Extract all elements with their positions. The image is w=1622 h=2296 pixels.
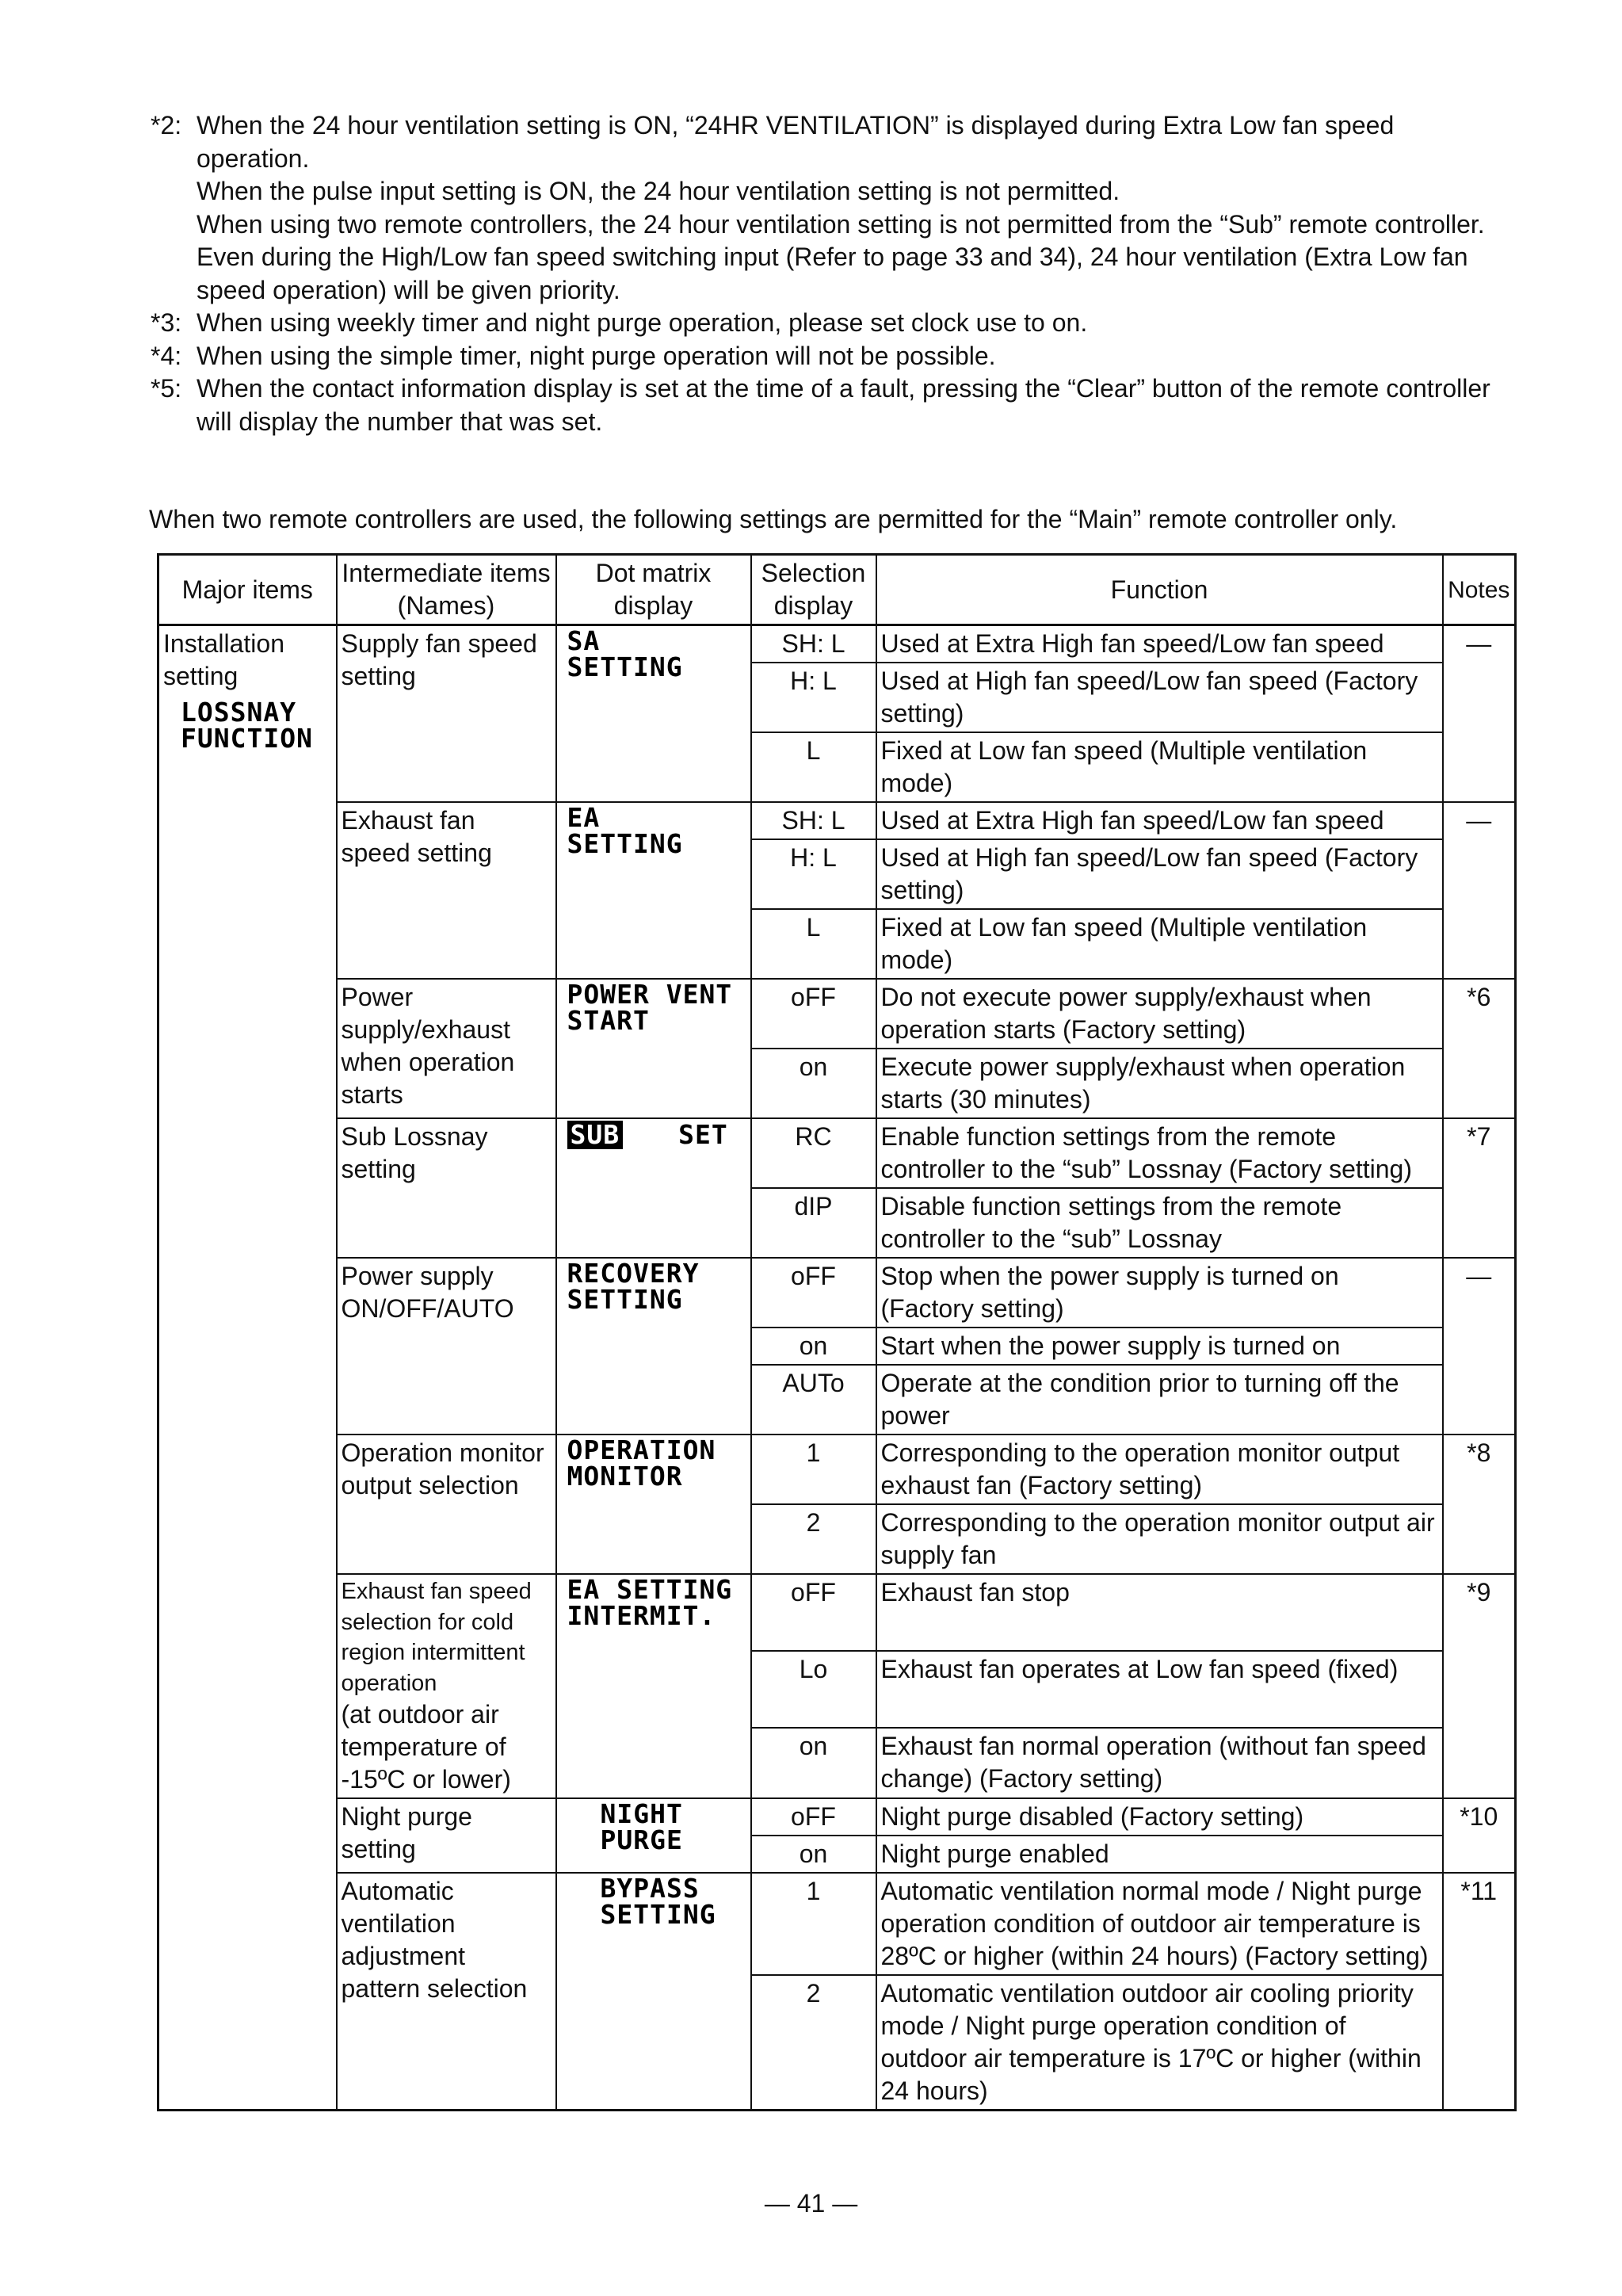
footnote-paragraph: When using two remote controllers, the 24 hour ventilation setting is not permitted from the “Sub” remote controller.: [197, 209, 1485, 239]
notes-cell: —: [1443, 802, 1516, 979]
footnote-key: *4:: [151, 341, 182, 370]
selection-value: L: [751, 732, 876, 802]
header-function: Function: [876, 555, 1443, 625]
intermediate-item-condition: (at outdoor air temperature of -15ºC or lower): [341, 1700, 511, 1794]
footnote-body: [197, 109, 1513, 307]
intermediate-item: Automatic ventilation adjustment pattern selection: [337, 1873, 556, 2111]
footnote-body: [197, 307, 1513, 340]
function-text: Corresponding to the operation monitor output exhaust fan (Factory setting): [876, 1435, 1443, 1504]
lcd-text: [567, 1121, 746, 1149]
function-text: Stop when the power supply is turned on (Factory setting): [876, 1258, 1443, 1328]
notes-cell: *10: [1443, 1798, 1516, 1873]
intermediate-item: Sub Lossnay setting: [337, 1118, 556, 1258]
lcd-text: INTERMIT.: [567, 1600, 716, 1631]
selection-value: AUTo: [751, 1365, 876, 1435]
selection-value: H: L: [751, 839, 876, 909]
dot-matrix-display: [556, 1435, 751, 1574]
footnotes: [151, 109, 1513, 438]
selection-value: on: [751, 1728, 876, 1798]
major-item-label: Installation setting: [163, 629, 284, 690]
lcd-text: MONITOR: [567, 1461, 683, 1492]
selection-value: on: [751, 1836, 876, 1873]
intro-text: When two remote controllers are used, the following settings are permitted for the “Main” remote controller only.: [149, 505, 1398, 533]
dot-matrix-display: [556, 802, 751, 979]
intermediate-item: Power supply/exhaust when operation starts: [337, 979, 556, 1118]
function-text: Night purge enabled: [876, 1836, 1443, 1873]
function-text: Disable function settings from the remote controller to the “sub” Lossnay: [876, 1188, 1443, 1258]
notes-cell: *6: [1443, 979, 1516, 1118]
lcd-text: SETTING: [567, 1284, 683, 1315]
lcd-text: EA SETTING: [567, 1574, 733, 1605]
header-notes: Notes: [1443, 555, 1516, 625]
lcd-text: SETTING: [600, 1899, 716, 1930]
intermediate-item: Supply fan speed setting: [337, 625, 556, 803]
table-row: [158, 1435, 1516, 1504]
intermediate-item: Exhaust fan speed setting: [337, 802, 556, 979]
intermediate-item: [337, 1574, 556, 1798]
major-item-cell: [158, 625, 337, 2111]
selection-value: 1: [751, 1435, 876, 1504]
function-text: Do not execute power supply/exhaust when operation starts (Factory setting): [876, 979, 1443, 1049]
dot-matrix-display: [556, 1798, 751, 1873]
footnote-key: *2:: [151, 111, 182, 139]
header-intermediate: Intermediate items (Names): [337, 555, 556, 625]
header-selection: Selection display: [751, 555, 876, 625]
footnote-key: *5:: [151, 374, 182, 403]
function-text: Used at Extra High fan speed/Low fan speed: [876, 802, 1443, 839]
selection-value: 1: [751, 1873, 876, 1975]
lcd-text: OPERATION: [567, 1435, 716, 1465]
notes-cell: —: [1443, 1258, 1516, 1435]
footnote-key: *3:: [151, 308, 182, 337]
selection-value: 2: [751, 1975, 876, 2111]
function-text: Used at High fan speed/Low fan speed (Factory setting): [876, 663, 1443, 732]
lcd-text: POWER VENT: [567, 979, 733, 1010]
function-text: Start when the power supply is turned on: [876, 1328, 1443, 1365]
dot-matrix-display: [556, 1258, 751, 1435]
function-text: Fixed at Low fan speed (Multiple ventilation mode): [876, 732, 1443, 802]
selection-value: SH: L: [751, 802, 876, 839]
table-header-row: [158, 555, 1516, 625]
notes-cell: *8: [1443, 1435, 1516, 1574]
header-dot-matrix: Dot matrix display: [556, 555, 751, 625]
footnote-paragraph: When using weekly timer and night purge operation, please set clock use to on.: [197, 308, 1088, 337]
dot-matrix-display: [556, 1873, 751, 2111]
dot-matrix-display: [556, 1574, 751, 1798]
function-text: Exhaust fan stop: [876, 1574, 1443, 1651]
lcd-text: BYPASS: [600, 1873, 700, 1904]
dot-matrix-display: [556, 1118, 751, 1258]
footnote-4: [151, 340, 1513, 373]
function-text: Fixed at Low fan speed (Multiple ventilation mode): [876, 909, 1443, 979]
selection-value: on: [751, 1328, 876, 1365]
selection-value: RC: [751, 1118, 876, 1188]
table-row: [158, 1574, 1516, 1651]
footnote-body: [197, 372, 1513, 438]
table-row: [158, 802, 1516, 839]
table-row: [158, 1118, 1516, 1188]
footnote-paragraph: When the pulse input setting is ON, the 24 hour ventilation setting is not permitted.: [197, 177, 1120, 205]
page-number: — 41 —: [764, 2189, 858, 2218]
footnote-paragraph: When the contact information display is set at the time of a fault, pressing the “Clear” button of the remote controller will display the number that was set.: [197, 374, 1490, 436]
lcd-text: SET: [678, 1119, 728, 1150]
notes-cell: *9: [1443, 1574, 1516, 1798]
lcd-text: EA: [567, 802, 601, 833]
lcd-text: SA: [567, 625, 601, 656]
intermediate-item: Night purge setting: [337, 1798, 556, 1873]
table-row: [158, 1798, 1516, 1836]
notes-cell: *11: [1443, 1873, 1516, 2111]
footnote-2: [151, 109, 1513, 307]
lcd-text: FUNCTION: [181, 723, 313, 754]
selection-value: dIP: [751, 1188, 876, 1258]
intermediate-item: Operation monitor output selection: [337, 1435, 556, 1574]
selection-value: SH: L: [751, 625, 876, 663]
function-text: Used at High fan speed/Low fan speed (Factory setting): [876, 839, 1443, 909]
function-text: Execute power supply/exhaust when operation starts (30 minutes): [876, 1049, 1443, 1118]
lcd-text: PURGE: [600, 1824, 683, 1855]
intermediate-item-label: Exhaust fan speed selection for cold region intermittent operation: [341, 1579, 532, 1696]
lcd-text: LOSSNAY: [181, 697, 297, 728]
notes-cell: —: [1443, 625, 1516, 803]
function-text: Night purge disabled (Factory setting): [876, 1798, 1443, 1836]
selection-value: H: L: [751, 663, 876, 732]
footnote-paragraph: Even during the High/Low fan speed switching input (Refer to page 33 and 34), 24 hour ventilation (Extra Low fan speed operation) will be given priority.: [197, 243, 1468, 304]
notes-cell: *7: [1443, 1118, 1516, 1258]
intermediate-item: Power supply ON/OFF/AUTO: [337, 1258, 556, 1435]
selection-value: on: [751, 1049, 876, 1118]
footnote-paragraph: When using the simple timer, night purge operation will not be possible.: [197, 341, 996, 370]
major-item-lcd: [174, 697, 332, 754]
dot-matrix-display: [556, 979, 751, 1118]
lcd-text: SETTING: [567, 828, 683, 859]
lcd-text: START: [567, 1005, 650, 1036]
selection-value: oFF: [751, 979, 876, 1049]
header-major: Major items: [158, 555, 337, 625]
selection-value: L: [751, 909, 876, 979]
function-text: Operate at the condition prior to turning off the power: [876, 1365, 1443, 1435]
function-text: Automatic ventilation outdoor air cooling priority mode / Night purge operation condition of outdoor air temperature is 17ºC or higher (within 24 hours): [876, 1975, 1443, 2111]
dot-matrix-display: [556, 625, 751, 803]
selection-value: oFF: [751, 1574, 876, 1651]
selection-value: oFF: [751, 1258, 876, 1328]
settings-table: [157, 553, 1517, 2111]
function-text: Automatic ventilation normal mode / Night purge operation condition of outdoor air temperature is 28ºC or higher (within 24 hours) (Factory setting): [876, 1873, 1443, 1975]
lcd-text: SETTING: [567, 651, 683, 682]
function-text: Enable function settings from the remote controller to the “sub” Lossnay (Factory setting): [876, 1118, 1443, 1188]
selection-value: 2: [751, 1504, 876, 1574]
function-text: Corresponding to the operation monitor output air supply fan: [876, 1504, 1443, 1574]
table-row: [158, 625, 1516, 663]
lcd-text: RECOVERY: [567, 1258, 700, 1289]
function-text: Exhaust fan normal operation (without fan speed change) (Factory setting): [876, 1728, 1443, 1798]
footnote-body: [197, 340, 1513, 373]
lcd-inverted-text: SUB: [567, 1121, 624, 1149]
table-row: [158, 979, 1516, 1049]
function-text: Used at Extra High fan speed/Low fan speed: [876, 625, 1443, 663]
footnote-3: [151, 307, 1513, 340]
selection-value: Lo: [751, 1651, 876, 1728]
lcd-text: NIGHT: [600, 1798, 683, 1829]
function-text: Exhaust fan operates at Low fan speed (fixed): [876, 1651, 1443, 1728]
selection-value: oFF: [751, 1798, 876, 1836]
table-row: [158, 1873, 1516, 1975]
footnote-paragraph: When the 24 hour ventilation setting is ON, “24HR VENTILATION” is displayed during Extra Low fan speed operation.: [197, 111, 1395, 173]
table-row: [158, 1258, 1516, 1328]
footnote-5: [151, 372, 1513, 438]
